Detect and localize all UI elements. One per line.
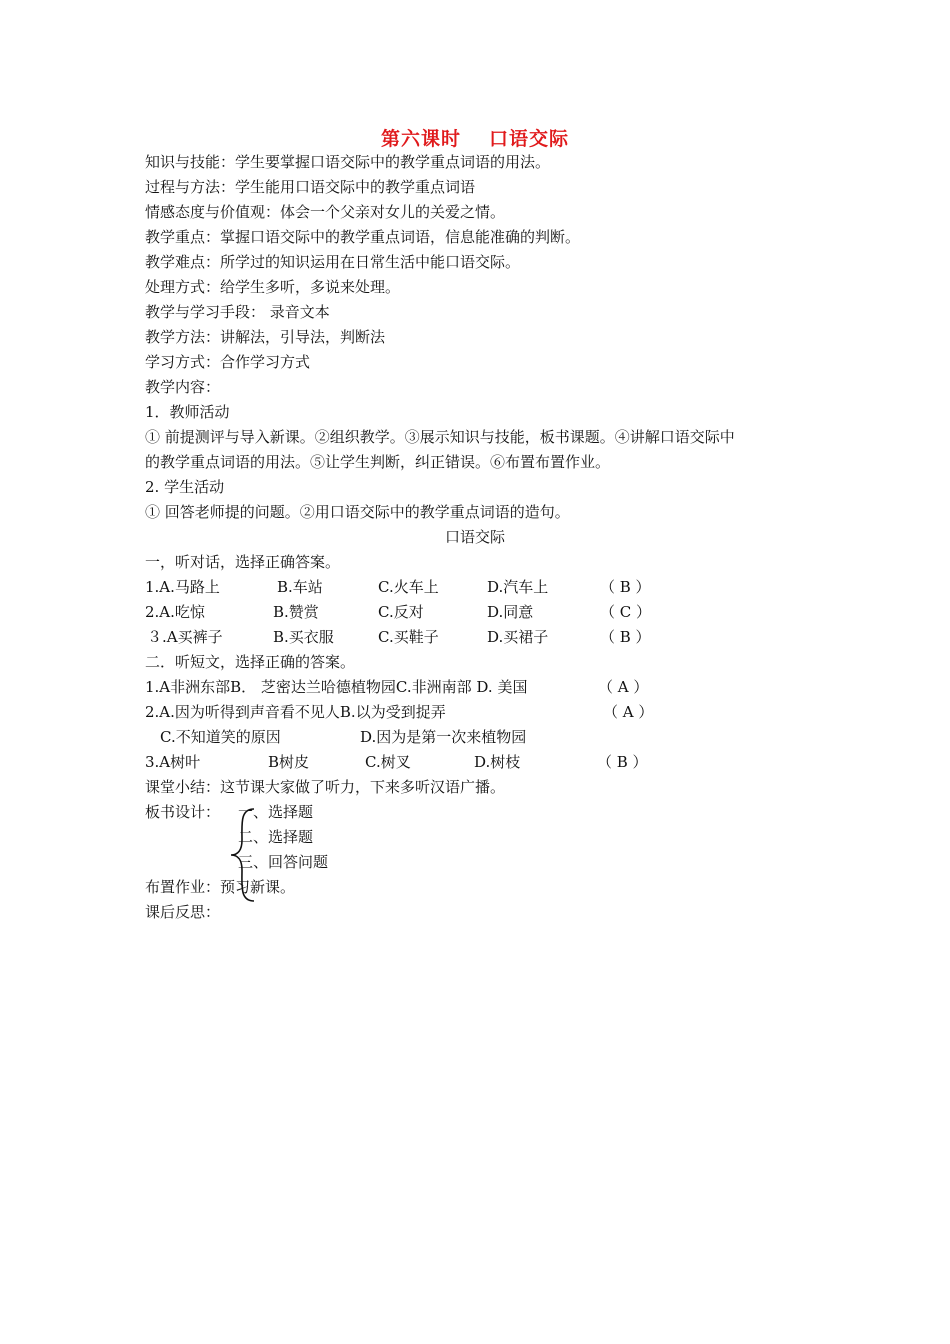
p2-q3-option-d: D.树枝 [474,753,521,771]
difficulty: 教学难点：所学过的知识运用在日常生活中能口语交际。 [145,253,521,271]
student-activity-line-1: ① 回答老师提的问题。②用口语交际中的教学重点词语的造句。 [145,503,570,521]
teacher-activity-line-2: 的教学重点词语的用法。⑤让学生判断，纠正错误。⑥布置布置作业。 [145,453,611,471]
p2-q1-options: 1.A非洲东部B． 芝密达兰哈德植物园C.非洲南部 D. 美国 [145,678,528,696]
homework: 布置作业：预习新课。 [145,878,296,896]
exercise-title: 口语交际 [444,528,505,546]
objective-emotion: 情感态度与价值观：体会一个父亲对女儿的关爱之情。 [145,203,506,221]
p1-q2-option-a: 2.A.吃惊 [145,603,205,621]
teaching-content: 教学内容： [145,378,221,396]
lesson-topic: 口语交际 [489,128,570,150]
p1-q3-option-b: B.买衣服 [273,628,334,646]
learning-mode: 学习方式：合作学习方式 [145,353,311,371]
p1-q1-option-c: C.火车上 [378,578,439,596]
board-item-1: 一、选择题 [238,803,314,821]
teaching-methods: 教学方法：讲解法，引导法，判断法 [145,328,386,346]
p1-q2-answer: （ C ） [600,603,652,621]
p2-q2-option-d: D.因为是第一次来植物园 [360,728,527,746]
p2-q2-answer: （ A ） [603,703,654,721]
p2-q3-option-a: 3.A树叶 [145,753,201,771]
p1-q2-option-c: C.反对 [378,603,424,621]
board-item-3: 三、回答问题 [238,853,329,871]
teacher-activity-line-1: ① 前提测评与导入新课。②组织教学。③展示知识与技能，板书课题。④讲解口语交际中 [145,428,735,446]
p2-q3-option-b: B树皮 [268,753,310,771]
p1-q1-option-a: 1.A.马路上 [145,578,220,596]
student-activity-heading: 2. 学生活动 [145,478,225,496]
p1-q3-answer: （ B ） [600,628,651,646]
p2-q3-answer: （ B ） [597,753,648,771]
p1-q1-answer: （ B ） [600,578,651,596]
p1-q1-option-b: B.车站 [277,578,323,596]
p1-q3-option-a: ３.A买裤子 [147,628,223,646]
key-point: 教学重点：掌握口语交际中的教学重点词语，信息能准确的判断。 [145,228,581,246]
teaching-means: 教学与学习手段： 录音文本 [145,303,330,321]
after-class-reflection: 课后反思： [145,903,221,921]
p1-q1-option-d: D.汽车上 [487,578,549,596]
part1-heading: 一，听对话，选择正确答案。 [145,553,341,571]
p1-q2-option-b: B.赞赏 [273,603,319,621]
objective-process: 过程与方法：学生能用口语交际中的教学重点词语 [145,178,476,196]
part2-heading: 二．听短文，选择正确的答案。 [145,653,356,671]
p2-q2-options-ab: 2.A.因为听得到声音看不见人B.以为受到捉弄 [145,703,446,721]
teacher-activity-heading: 1．教师活动 [145,403,230,421]
p1-q3-option-d: D.买裙子 [487,628,549,646]
p2-q1-answer: （ A ） [598,678,649,696]
lesson-title [0,124,950,151]
board-item-2: 二、选择题 [238,828,314,846]
p1-q3-option-c: C.买鞋子 [378,628,439,646]
p1-q2-option-d: D.同意 [487,603,534,621]
p2-q3-option-c: C.树叉 [365,753,411,771]
lesson-number: 第六课时 [380,128,461,150]
handling: 处理方式：给学生多听，多说来处理。 [145,278,401,296]
class-summary: 课堂小结：这节课大家做了听力，下来多听汉语广播。 [145,778,506,796]
objective-knowledge: 知识与技能：学生要掌握口语交际中的教学重点词语的用法。 [145,153,551,171]
board-design-label: 板书设计： [145,803,221,821]
p2-q2-option-c: C.不知道笑的原因 [160,728,281,746]
